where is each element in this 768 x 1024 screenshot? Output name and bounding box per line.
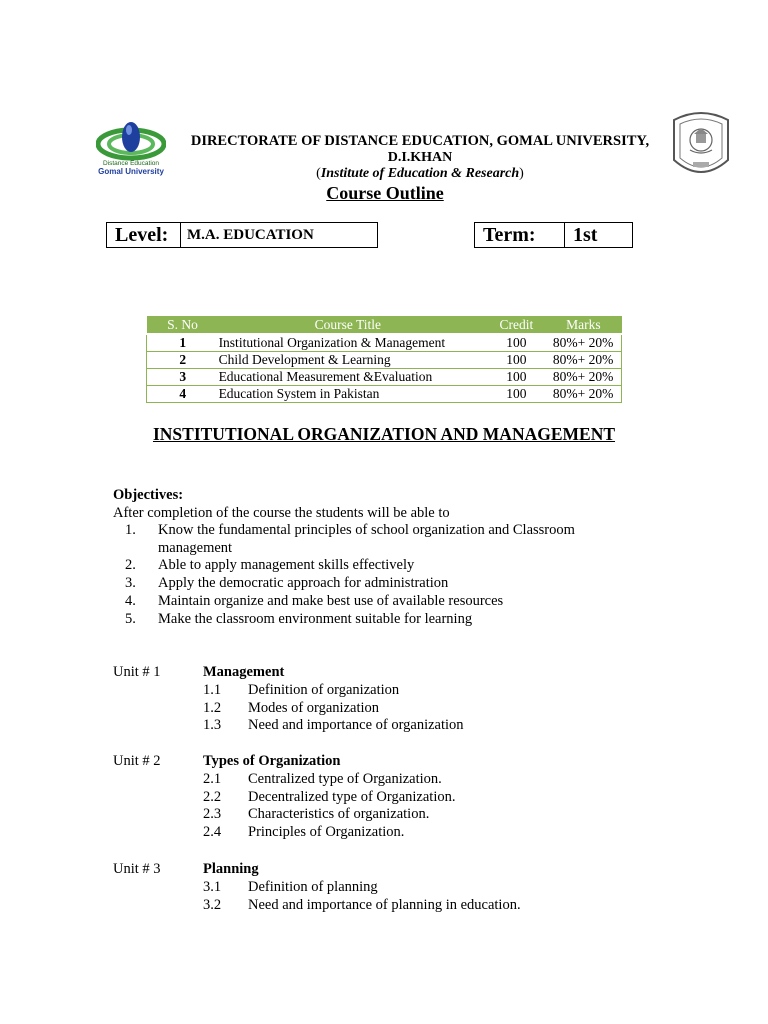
logo-text-top: Distance Education bbox=[102, 160, 160, 167]
level-value: M.A. EDUCATION bbox=[187, 227, 314, 243]
table-row bbox=[147, 334, 622, 352]
objective-number: 4. bbox=[125, 592, 136, 609]
sub-number: 3.1 bbox=[203, 878, 222, 895]
sub-number: 2.4 bbox=[203, 824, 222, 841]
sub-number: 2.1 bbox=[203, 770, 222, 787]
cell-title: Education System in Pakistan bbox=[219, 386, 488, 403]
list-item bbox=[113, 575, 633, 593]
sub-number: 1.1 bbox=[203, 681, 222, 698]
cell-marks: 80%+ 20% bbox=[545, 386, 621, 403]
level-label: Level: bbox=[107, 223, 181, 247]
sub-text: Definition of organization bbox=[248, 681, 400, 698]
list-item bbox=[113, 789, 455, 807]
unit-title: Management bbox=[203, 664, 285, 680]
cell-marks: 80%+ 20% bbox=[545, 369, 621, 386]
table-row bbox=[147, 386, 622, 403]
objective-number: 5. bbox=[125, 610, 136, 627]
cell-marks: 80%+ 20% bbox=[545, 334, 621, 352]
page-title: Course Outline bbox=[326, 183, 444, 203]
unit-2 bbox=[113, 753, 455, 842]
sub-text: Need and importance of organization bbox=[248, 717, 464, 734]
cell-sno: 2 bbox=[147, 352, 219, 369]
objective-text: Apply the democratic approach for administration bbox=[158, 575, 449, 592]
list-item bbox=[113, 522, 633, 557]
city-heading: D.I.KHAN bbox=[387, 150, 453, 165]
cell-title: Educational Measurement &Evaluation bbox=[219, 369, 488, 386]
sub-text: Need and importance of planning in education. bbox=[248, 896, 521, 913]
cell-credit: 100 bbox=[488, 386, 546, 403]
cell-title: Institutional Organization & Management bbox=[219, 334, 488, 352]
list-item bbox=[113, 717, 464, 735]
unit-label: Unit # 3 bbox=[113, 861, 161, 877]
unit-title: Planning bbox=[203, 861, 259, 877]
cell-credit: 100 bbox=[488, 352, 546, 369]
objectives-intro: After completion of the course the students will be able to bbox=[113, 505, 450, 521]
objective-text: Able to apply management skills effectively bbox=[158, 557, 415, 574]
unit-3 bbox=[113, 861, 521, 914]
cell-sno: 3 bbox=[147, 369, 219, 386]
course-table bbox=[146, 316, 622, 403]
sub-text: Characteristics of organization. bbox=[248, 806, 430, 823]
objective-number: 3. bbox=[125, 575, 136, 592]
objective-text: Maintain organize and make best use of available resources bbox=[158, 592, 504, 609]
list-item bbox=[113, 824, 455, 842]
header-sno: S. No bbox=[147, 316, 219, 334]
cell-marks: 80%+ 20% bbox=[545, 352, 621, 369]
list-item bbox=[113, 611, 633, 629]
sub-number: 1.2 bbox=[203, 699, 222, 716]
table-row bbox=[147, 369, 622, 386]
sub-text: Principles of Organization. bbox=[248, 824, 405, 841]
institute-paren-open: ( bbox=[316, 166, 321, 181]
objective-number: 2. bbox=[125, 557, 136, 574]
objectives-list bbox=[113, 522, 633, 628]
course-section-title: INSTITUTIONAL ORGANIZATION AND MANAGEMENT bbox=[152, 424, 616, 444]
sub-number: 2.2 bbox=[203, 788, 222, 805]
objective-text: Make the classroom environment suitable for learning bbox=[158, 610, 473, 627]
list-item bbox=[113, 879, 521, 897]
unit-1 bbox=[113, 664, 464, 735]
term-label: Term: bbox=[475, 223, 565, 247]
unit-label: Unit # 2 bbox=[113, 753, 161, 769]
unit-title: Types of Organization bbox=[203, 753, 341, 769]
list-item bbox=[113, 700, 464, 718]
cell-title: Child Development & Learning bbox=[219, 352, 488, 369]
list-item bbox=[113, 593, 633, 611]
list-item bbox=[113, 897, 521, 915]
gomal-university-logo bbox=[96, 120, 166, 178]
list-item bbox=[113, 771, 455, 789]
list-item bbox=[113, 682, 464, 700]
sub-text: Centralized type of Organization. bbox=[248, 770, 442, 787]
term-box bbox=[474, 222, 633, 248]
table-header-row bbox=[147, 316, 622, 334]
header-credit: Credit bbox=[488, 316, 546, 334]
sub-number: 3.2 bbox=[203, 896, 222, 913]
objectives-heading: Objectives: bbox=[113, 487, 184, 503]
sub-text: Definition of planning bbox=[248, 878, 378, 895]
institute-paren-close: ) bbox=[519, 166, 524, 181]
sub-number: 2.3 bbox=[203, 806, 222, 823]
sub-number: 1.3 bbox=[203, 717, 222, 734]
header-course-title: Course Title bbox=[219, 316, 488, 334]
objective-number: 1. bbox=[125, 522, 136, 538]
cell-sno: 1 bbox=[147, 334, 219, 352]
table-row bbox=[147, 352, 622, 369]
list-item bbox=[113, 806, 455, 824]
term-value: 1st bbox=[573, 224, 598, 246]
logo-text-bottom: Gomal University bbox=[98, 167, 164, 176]
cell-credit: 100 bbox=[488, 334, 546, 352]
objective-text: Know the fundamental principles of school organization and Classroom management bbox=[158, 522, 575, 556]
cell-credit: 100 bbox=[488, 369, 546, 386]
header-marks: Marks bbox=[545, 316, 621, 334]
sub-text: Modes of organization bbox=[248, 699, 380, 716]
unit-label: Unit # 1 bbox=[113, 664, 161, 680]
directorate-heading: DIRECTORATE OF DISTANCE EDUCATION, GOMAL UNIVERSITY, bbox=[190, 133, 650, 149]
sub-text: Decentralized type of Organization. bbox=[248, 788, 456, 805]
institute-name: Institute of Education & Research bbox=[320, 166, 520, 181]
list-item bbox=[113, 557, 633, 575]
level-box bbox=[106, 222, 378, 248]
institute-heading bbox=[160, 166, 680, 182]
cell-sno: 4 bbox=[147, 386, 219, 403]
